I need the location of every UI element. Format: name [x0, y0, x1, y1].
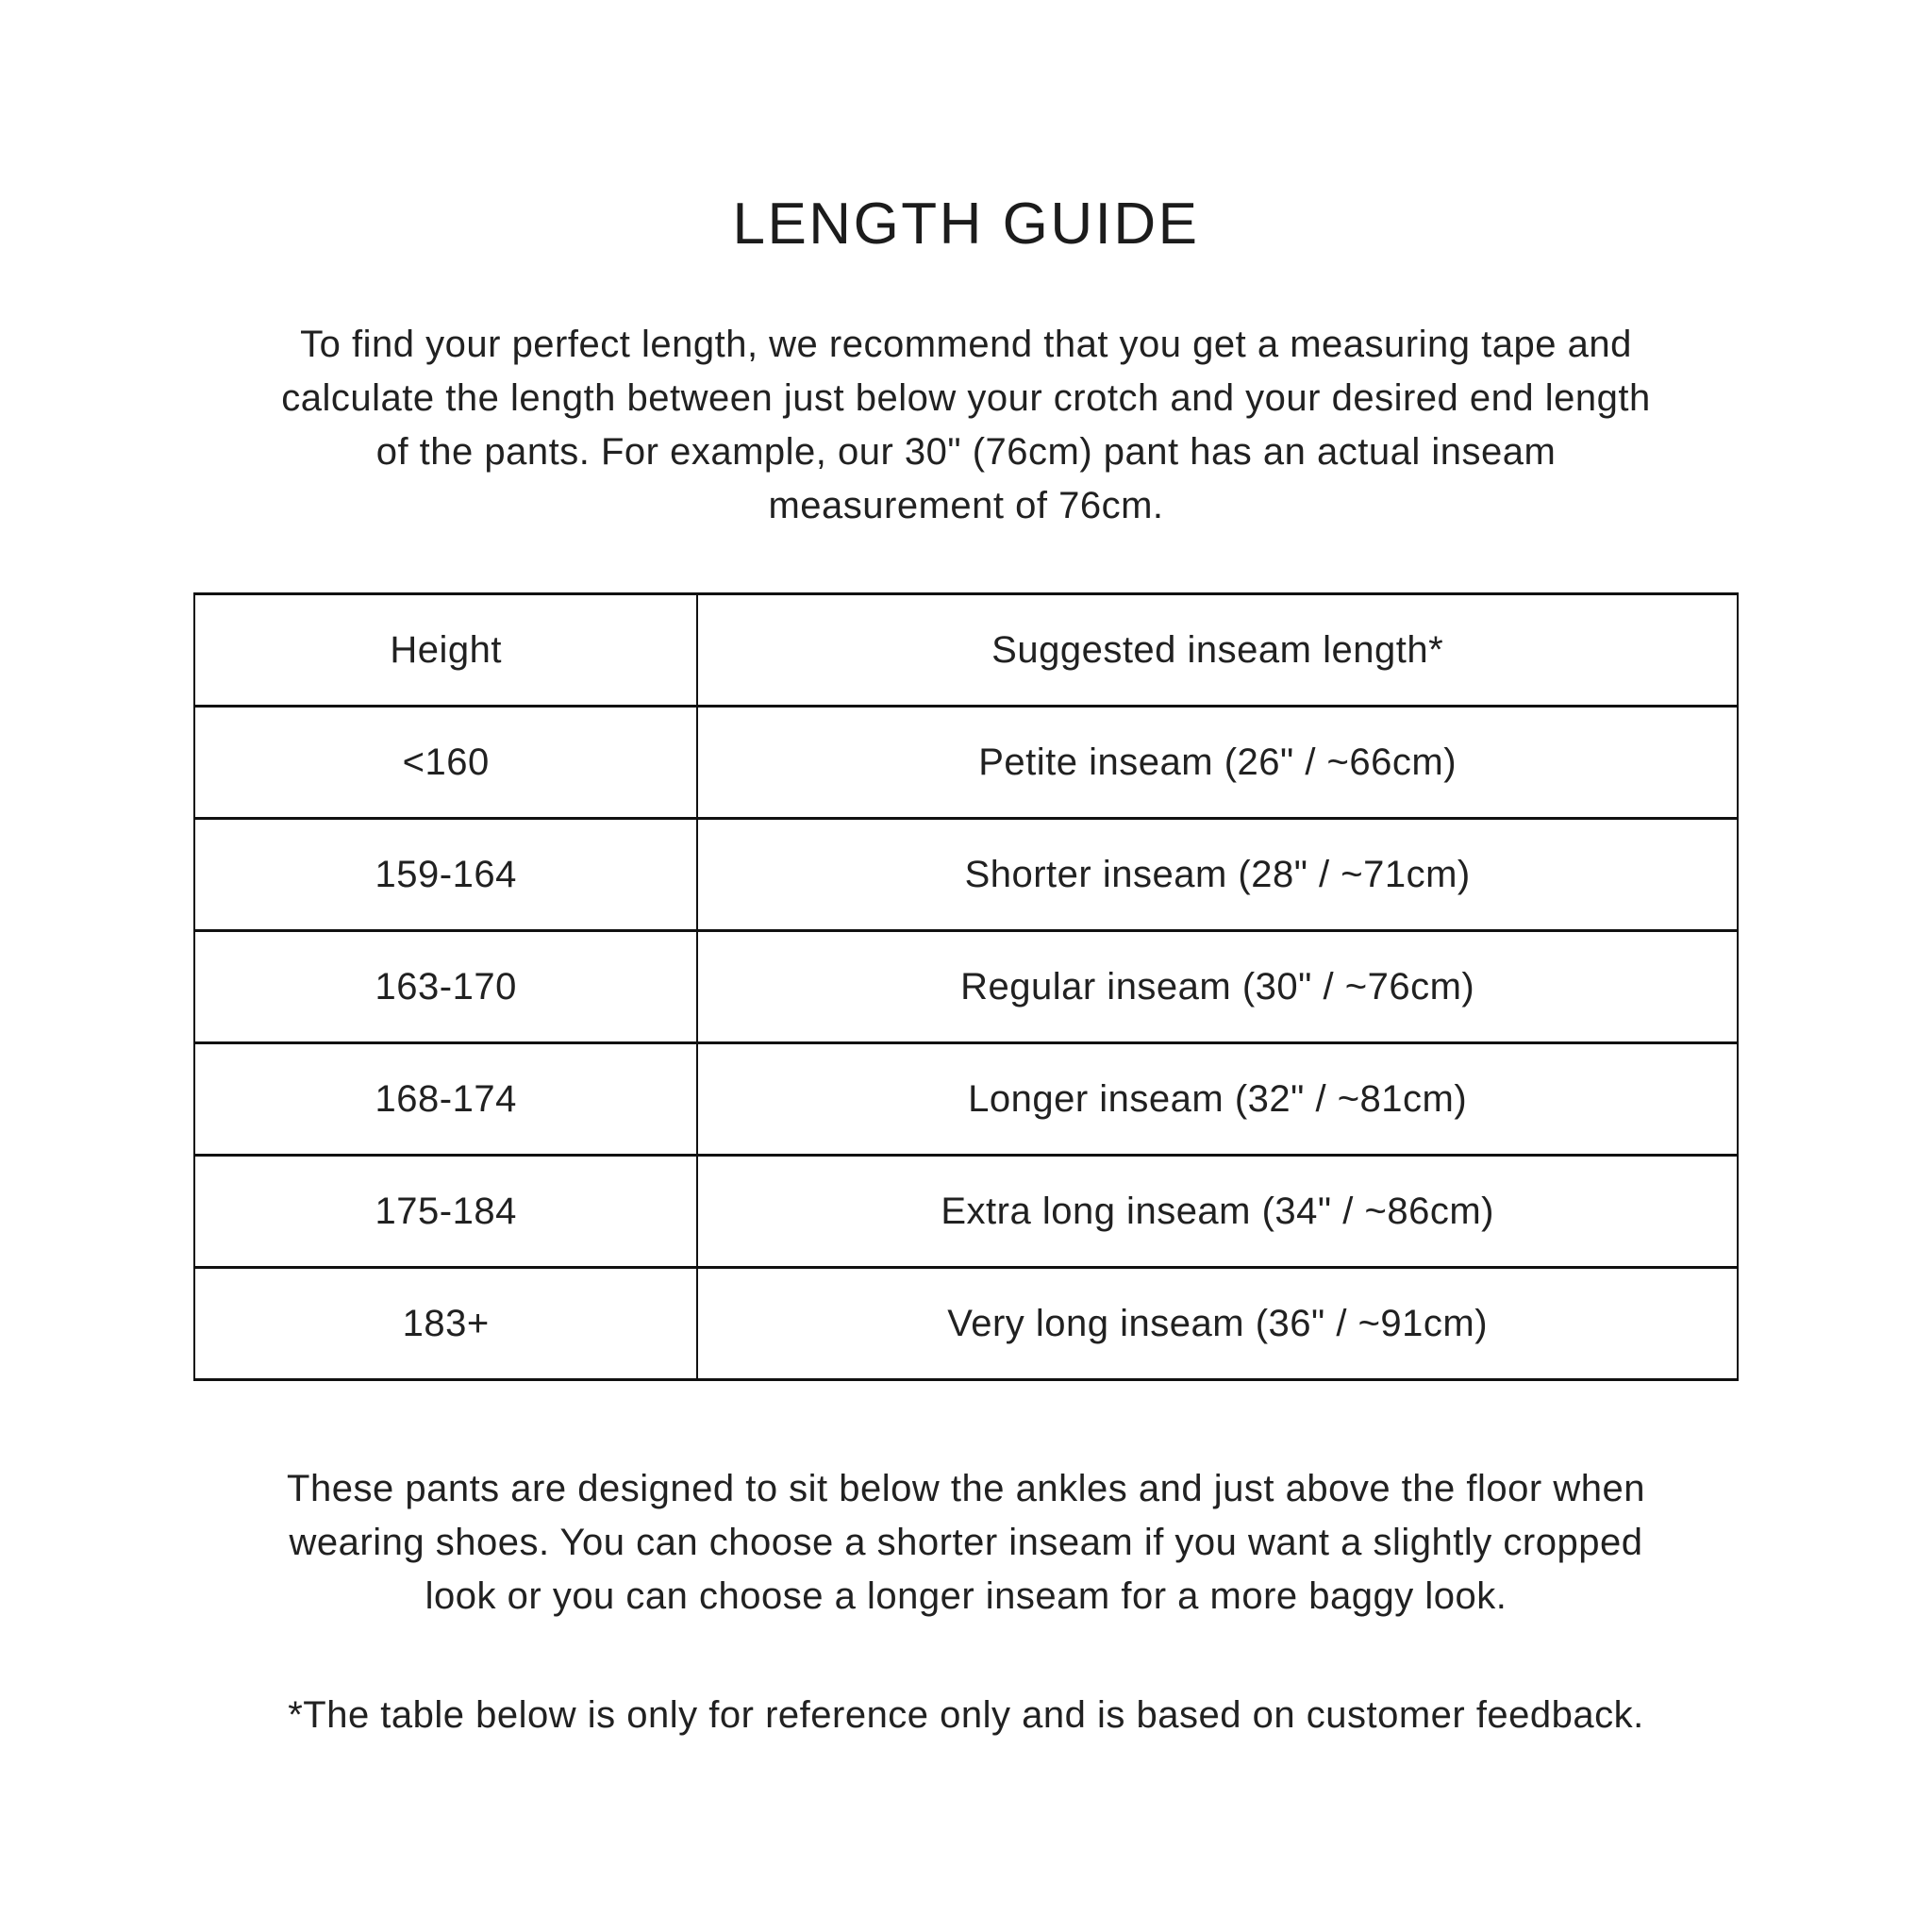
fit-note-line: wearing shoes. You can choose a shorter inseam if you want a slightly cropped — [289, 1522, 1643, 1563]
cell-inseam: Longer inseam (32" / ~81cm) — [697, 1043, 1738, 1156]
cell-height: 168-174 — [194, 1043, 697, 1156]
cell-inseam: Very long inseam (36" / ~91cm) — [697, 1268, 1738, 1380]
cell-inseam: Extra long inseam (34" / ~86cm) — [697, 1156, 1738, 1268]
cell-height: 159-164 — [194, 819, 697, 931]
table-row — [194, 707, 1738, 819]
header-cell-inseam: Suggested inseam length* — [697, 594, 1738, 707]
table-header-row — [194, 594, 1738, 707]
page-title: LENGTH GUIDE — [732, 192, 1200, 257]
intro-paragraph — [164, 318, 1768, 533]
cell-height: <160 — [194, 707, 697, 819]
cell-inseam: Regular inseam (30" / ~76cm) — [697, 931, 1738, 1043]
intro-line: of the pants. For example, our 30" (76cm) pant has an actual inseam — [375, 431, 1557, 473]
cell-inseam: Shorter inseam (28" / ~71cm) — [697, 819, 1738, 931]
cell-height: 183+ — [194, 1268, 697, 1380]
cell-height: 175-184 — [194, 1156, 697, 1268]
table-row — [194, 1043, 1738, 1156]
fit-note-line: These pants are designed to sit below the ankles and just above the floor when — [287, 1468, 1645, 1509]
table-row — [194, 819, 1738, 931]
intro-line: measurement of 76cm. — [768, 485, 1164, 526]
cell-inseam: Petite inseam (26" / ~66cm) — [697, 707, 1738, 819]
disclaimer-text: *The table below is only for reference only and is based on customer feedback. — [288, 1694, 1644, 1736]
cell-height: 163-170 — [194, 931, 697, 1043]
header-cell-height: Height — [194, 594, 697, 707]
table-row — [194, 931, 1738, 1043]
intro-line: To find your perfect length, we recommend that you get a measuring tape and — [300, 324, 1632, 365]
table-row — [194, 1156, 1738, 1268]
fit-note-line: look or you can choose a longer inseam for a more baggy look. — [425, 1575, 1507, 1617]
length-guide-table — [193, 592, 1739, 1381]
intro-line: calculate the length between just below your crotch and your desired end length — [281, 377, 1651, 419]
fit-note-paragraph — [164, 1462, 1768, 1624]
table-row — [194, 1268, 1738, 1380]
